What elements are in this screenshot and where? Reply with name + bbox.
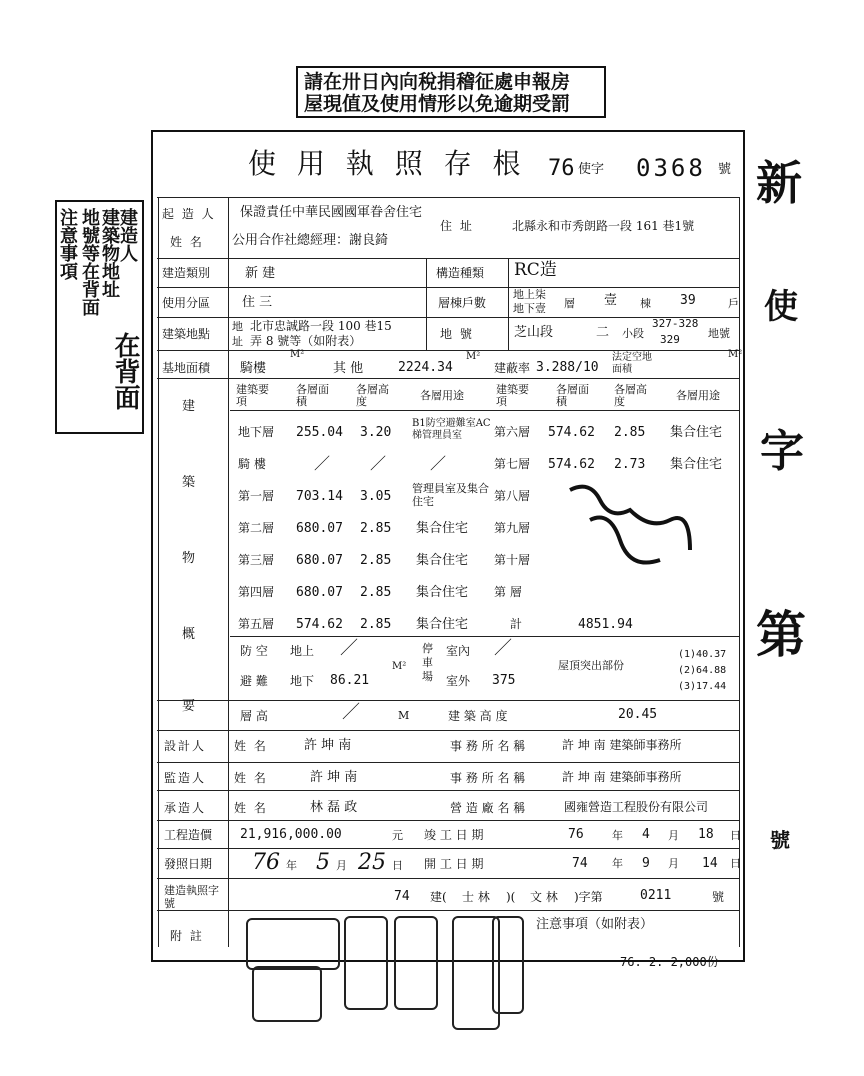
hdr-e: 建築要項 [496, 383, 529, 408]
lot-subsection: 二 [596, 325, 610, 340]
bldg-height-val: 20.45 [618, 707, 658, 722]
right-stamp-char-5: 號 [770, 828, 790, 852]
done-d: 18 [698, 827, 714, 842]
issue-label: 發照日期 [164, 857, 213, 871]
parking-outdoor-val: 375 [492, 673, 516, 688]
shelter-above-val: ／ [340, 638, 358, 659]
permit-label: 建造執照字號 [164, 884, 219, 910]
issue-d: 25 [358, 850, 386, 875]
cost-label: 工程造價 [164, 828, 213, 842]
shelter-below-val: 86.21 [330, 673, 370, 688]
floor-row [230, 514, 490, 544]
floor-use: ／ [430, 454, 447, 473]
roof-3: (3)17.44 [678, 681, 727, 692]
permit-no: 0211 [640, 888, 672, 903]
floor-area: 574.62 [296, 617, 343, 632]
site-label: 建築地點 [162, 327, 211, 341]
area-annex: 騎樓 [240, 361, 267, 376]
bldg-unit: 棟 [640, 297, 651, 310]
floor-height-label: 層 高 [240, 709, 268, 723]
license-year: 76 [548, 156, 575, 181]
floors-left-list [230, 412, 490, 636]
floor-row [230, 450, 490, 480]
area-annex-unit: M² [290, 349, 305, 360]
floor-row [490, 418, 740, 448]
floors-unit: 層 [564, 297, 575, 310]
floor-row [230, 482, 490, 512]
floor-height: 2.85 [614, 425, 646, 440]
floor-height: 2.85 [360, 553, 392, 568]
bldg-height-label: 建 築 高 度 [448, 709, 508, 723]
hdr-b: 各層面積 [296, 383, 329, 408]
right-stamp-char-3: 字 [760, 426, 804, 477]
roof-1: (1)40.37 [678, 649, 727, 660]
license-number: 0368 [636, 154, 706, 182]
floor-height: 2.73 [614, 457, 646, 472]
parking-label: 停車場 [422, 642, 433, 683]
right-stamp-char-2: 使 [764, 287, 798, 327]
floor-area: 574.62 [548, 457, 595, 472]
seal-stamp [394, 916, 438, 1010]
done-d-unit: 日 [730, 829, 741, 842]
person-name-label: 姓 名 [234, 739, 268, 753]
parking-indoor: 室內 [446, 644, 471, 658]
floor-use: B1防空避難室AC梯管理員室 [412, 418, 491, 441]
done-m: 4 [642, 827, 650, 842]
build-type-value: 新 建 [245, 266, 276, 281]
units-count: 39 [680, 293, 696, 308]
floor-area: 680.07 [296, 521, 343, 536]
floor-area: 680.07 [296, 585, 343, 600]
address-value: 北縣永和市秀朗路一段 161 巷1號 [512, 219, 695, 233]
hdr-g: 各層高度 [614, 383, 647, 408]
shelter-label-a: 防 空 [240, 644, 268, 658]
floor-height: 3.05 [360, 489, 392, 504]
floor-use: 集合住宅 [416, 585, 469, 600]
builder-name-label: 姓 名 [170, 235, 204, 249]
person-office: 國雍營造工程股份有限公司 [564, 800, 709, 814]
site-addr-label-2: 址 [232, 335, 243, 348]
issue-m: 5 [316, 850, 330, 875]
floors-label: 層棟戶數 [438, 296, 487, 310]
seal-stamp [492, 916, 524, 1014]
person-name: 林 磊 政 [310, 800, 358, 815]
struct-label: 構造種類 [436, 266, 485, 280]
appendix-note: 注意事項（如附表） [536, 917, 654, 932]
site-addr-label-1: 地 [232, 320, 243, 333]
person-name-label: 姓 名 [234, 771, 268, 785]
zone-label: 使用分區 [162, 296, 211, 310]
floor-name: 第九層 [494, 521, 531, 535]
floor-name: 第一層 [238, 489, 275, 503]
person-role: 監造人 [164, 771, 207, 785]
issue-y: 76 [252, 850, 280, 875]
appendix-label: 附 註 [170, 929, 204, 943]
area-label: 基地面積 [162, 361, 211, 375]
bldg-count: 壹 [604, 293, 618, 308]
shelter-below: 地下 [290, 674, 315, 688]
floor-name: 第 層 [494, 585, 522, 599]
hdr-d: 各層用途 [420, 389, 464, 402]
building-label-char-3: 物 [182, 551, 196, 566]
floor-use: 集合住宅 [670, 457, 723, 472]
floor-name: 第八層 [494, 489, 531, 503]
floors-below: 地下壹 [513, 302, 546, 315]
person-name-label: 姓 名 [234, 801, 268, 815]
area-other-label: 其 他 [333, 361, 364, 376]
floor-area: 255.04 [296, 425, 343, 440]
lot-numbers-1: 327-328 [652, 317, 699, 330]
floor-name: 計 [510, 617, 523, 631]
permit-w2: 士 林 [462, 890, 490, 904]
hdr-f: 各層面積 [556, 383, 589, 408]
site-addr-line2: 弄 8 號等（如附表） [250, 334, 362, 348]
seal-stamp [344, 916, 388, 1010]
floor-area: 703.14 [296, 489, 343, 504]
floor-name: 騎 樓 [238, 457, 266, 471]
seal-stamp [246, 918, 340, 970]
ratio-value: 3.288/10 [536, 360, 599, 375]
floor-name: 地下層 [238, 425, 275, 439]
floor-use: 集合住宅 [416, 617, 469, 632]
right-stamp-char-1: 新 [756, 156, 802, 210]
building-label-char-4: 概 [182, 627, 196, 642]
done-y: 76 [568, 827, 584, 842]
side-note-col-d: 建造人 [117, 208, 138, 262]
floor-row [490, 578, 740, 608]
units-unit: 戶 [728, 297, 739, 310]
building-label-char-5: 要 [182, 699, 196, 714]
roof-label: 屋頂突出部份 [558, 659, 624, 672]
zone-value: 住 三 [242, 295, 273, 310]
start-label: 開 工 日 期 [424, 857, 484, 871]
permit-w5: )字第 [574, 890, 603, 904]
person-role: 承造人 [164, 801, 207, 815]
hdr-h: 各層用途 [676, 389, 720, 402]
permit-year: 74 [394, 889, 410, 904]
top-notice-stamp [296, 66, 606, 118]
start-d: 14 [702, 856, 718, 871]
site-addr-line1: 北市忠誠路一段 100 巷15 [250, 319, 392, 333]
parking-indoor-val: ／ [494, 638, 512, 659]
building-label-char-1: 建 [182, 399, 196, 414]
issue-m-unit: 月 [336, 859, 347, 872]
area-other-value: 2224.34 [398, 360, 453, 375]
license-suffix: 號 [718, 162, 732, 177]
lot-section: 芝山段 [514, 325, 554, 340]
side-note-col-b: 地號等在背面 [79, 208, 100, 316]
hdr-a: 建築要項 [236, 383, 269, 408]
floor-height: 3.20 [360, 425, 392, 440]
lot-numbers-2: 329 [660, 333, 680, 346]
build-type-label: 建造類別 [162, 266, 211, 280]
floor-height: 2.85 [360, 521, 392, 536]
footer-print-info: 76. 2. 2,000份 [620, 955, 719, 969]
people-list [158, 730, 738, 820]
floor-height: 2.85 [360, 617, 392, 632]
legal-unit: M² [728, 349, 743, 360]
floor-use: 集合住宅 [670, 425, 723, 440]
address-label: 住 址 [440, 219, 474, 233]
builder-value: 保證責任中華民國國軍眷舍住宅 [240, 205, 423, 220]
floor-name: 第三層 [238, 553, 275, 567]
person-office-label: 營 造 廠 名 稱 [450, 801, 526, 815]
floor-name: 第四層 [238, 585, 275, 599]
top-notice-line2: 屋現值及使用情形以免逾期受罰 [304, 93, 571, 115]
floor-row [230, 546, 490, 576]
side-note-col-e: 在背面 [110, 332, 140, 410]
license-word: 使字 [578, 162, 605, 177]
person-office: 許 坤 南 建築師事務所 [562, 770, 682, 784]
permit-w1: 建( [430, 890, 447, 904]
floor-name: 第五層 [238, 617, 275, 631]
done-y-unit: 年 [612, 829, 623, 842]
building-label-char-2: 築 [182, 475, 196, 490]
start-m-unit: 月 [668, 857, 679, 870]
cost-unit: 元 [392, 829, 403, 842]
floor-height-val: ／ [342, 702, 360, 723]
person-row [158, 792, 738, 822]
floor-area: 574.62 [548, 425, 595, 440]
builder-label: 起 造 人 [162, 207, 216, 221]
person-office-label: 事 務 所 名 稱 [450, 739, 526, 753]
person-row [158, 762, 738, 792]
floor-use: 集合住宅 [416, 521, 469, 536]
floor-name: 第二層 [238, 521, 275, 535]
floor-name: 第十層 [494, 553, 531, 567]
cost-value: 21,916,000.00 [240, 827, 342, 842]
form-title: 使 用 執 照 存 根 [248, 147, 527, 180]
floor-area: ／ [314, 454, 331, 473]
person-office-label: 事 務 所 名 稱 [450, 771, 526, 785]
area-other-unit: M² [466, 351, 481, 362]
roof-2: (2)64.88 [678, 665, 727, 676]
done-label: 竣 工 日 期 [424, 828, 484, 842]
shelter-unit: M² [392, 661, 407, 672]
start-m: 9 [642, 856, 650, 871]
struct-value: RC造 [514, 260, 557, 280]
lot-small: 小段 [622, 327, 644, 340]
floor-height: 2.85 [360, 585, 392, 600]
lot-suffix: 地號 [708, 327, 730, 340]
shelter-label-b: 避 難 [240, 674, 268, 688]
right-stamp-char-4: 第 [756, 605, 806, 664]
legal-label: 法定空地面積 [612, 352, 652, 375]
handwritten-signature [560, 470, 700, 580]
seal-stamp [252, 966, 322, 1022]
floor-row [230, 418, 490, 448]
floor-row [230, 578, 490, 608]
person-row [158, 730, 738, 760]
floor-height-unit: M [398, 709, 410, 722]
permit-w4: 文 林 [530, 890, 558, 904]
start-y-unit: 年 [612, 857, 623, 870]
top-notice-line1: 請在卅日內向稅捐稽征處申報房 [304, 71, 571, 93]
person-name: 許 坤 南 [310, 770, 358, 785]
floor-use: 管理員室及集合住宅 [412, 482, 489, 508]
right-stamp [752, 150, 822, 850]
shelter-above: 地上 [290, 644, 315, 658]
issue-y-unit: 年 [286, 859, 297, 872]
side-note-stamp [55, 200, 144, 434]
lot-label: 地 號 [440, 327, 474, 341]
floor-name: 第六層 [494, 425, 531, 439]
side-note-col-a: 注意事項 [57, 208, 78, 280]
floor-name: 第七層 [494, 457, 531, 471]
person-office: 許 坤 南 建築師事務所 [562, 738, 682, 752]
done-m-unit: 月 [668, 829, 679, 842]
builder-name-value: 公用合作社總經理：謝良錡 [232, 233, 389, 248]
issue-d-unit: 日 [392, 859, 403, 872]
start-y: 74 [572, 856, 588, 871]
start-d-unit: 日 [730, 857, 741, 870]
side-note-col-c: 建築物地址 [99, 208, 120, 298]
person-name: 許 坤 南 [304, 738, 352, 753]
ratio-label: 建蔽率 [494, 361, 531, 375]
parking-outdoor: 室外 [446, 674, 471, 688]
floor-area: 4851.94 [578, 617, 633, 632]
person-role: 設計人 [164, 739, 207, 753]
hdr-c: 各層高度 [356, 383, 389, 408]
permit-w3: )( [506, 890, 516, 904]
floor-height: ／ [370, 454, 387, 473]
floor-use: 集合住宅 [416, 553, 469, 568]
floors-above: 地上柒 [513, 288, 546, 301]
permit-suffix: 號 [712, 890, 725, 904]
floor-area: 680.07 [296, 553, 343, 568]
